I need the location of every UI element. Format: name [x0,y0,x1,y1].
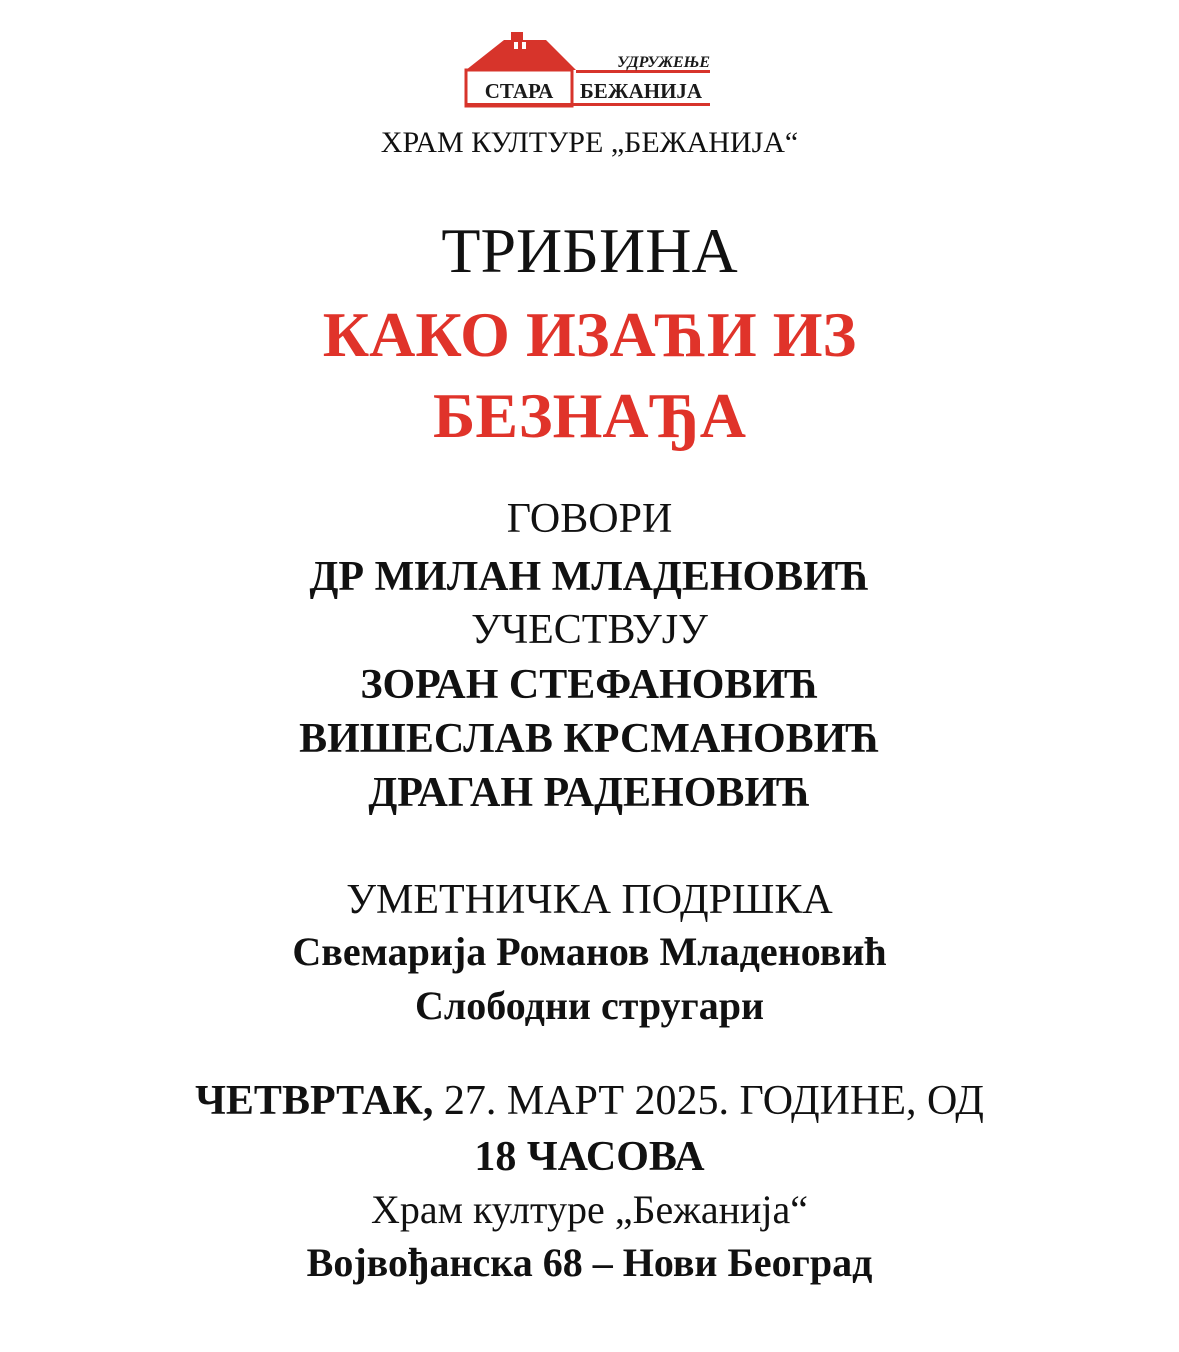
logo-right-text: БЕЖАНИЈА [579,79,703,103]
event-title-line-1: КАКО ИЗАЋИ ИЗ [322,299,857,370]
organizer-venue-line: ХРАМ КУЛТУРЕ „БЕЖАНИЈА“ [380,126,799,159]
event-address: Војвођанска 68 – Нови Београд [306,1240,873,1285]
event-date-line [0,1080,1179,1122]
event-venue: Храм културе „Бежанија“ [370,1187,809,1232]
event-time: 18 ЧАСОВА [474,1134,705,1180]
logo-rule-bottom [466,103,710,106]
performer-name: Слободни стругари [414,983,765,1028]
logo-top-text: УДРУЖЕЊЕ [617,54,710,71]
event-date: 27. МАРТ 2025. ГОДИНЕ, ОД [433,1078,984,1124]
participant-name: ДРАГАН РАДЕНОВИЋ [368,770,811,816]
art-support-label: УМЕТНИЧКА ПОДРШКА [346,877,833,923]
participants-label: УЧЕСТВУЈУ [471,607,708,653]
performer-name: Свемарија Романов Младеновић [292,929,887,974]
speaker-label: ГОВОРИ [506,496,673,542]
event-type-heading: ТРИБИНА [441,215,738,286]
event-title-line-2: БЕЗНАЂА [433,380,746,451]
participant-name: ЗОРАН СТЕФАНОВИЋ [360,662,819,708]
association-logo [464,26,716,110]
logo-left-text: СТАРА [484,79,554,103]
speaker-name: ДР МИЛАН МЛАДЕНОВИЋ [309,554,870,600]
event-weekday: ЧЕТВРТАК, [195,1078,434,1124]
participant-name: ВИШЕСЛАВ КРСМАНОВИЋ [299,716,880,762]
